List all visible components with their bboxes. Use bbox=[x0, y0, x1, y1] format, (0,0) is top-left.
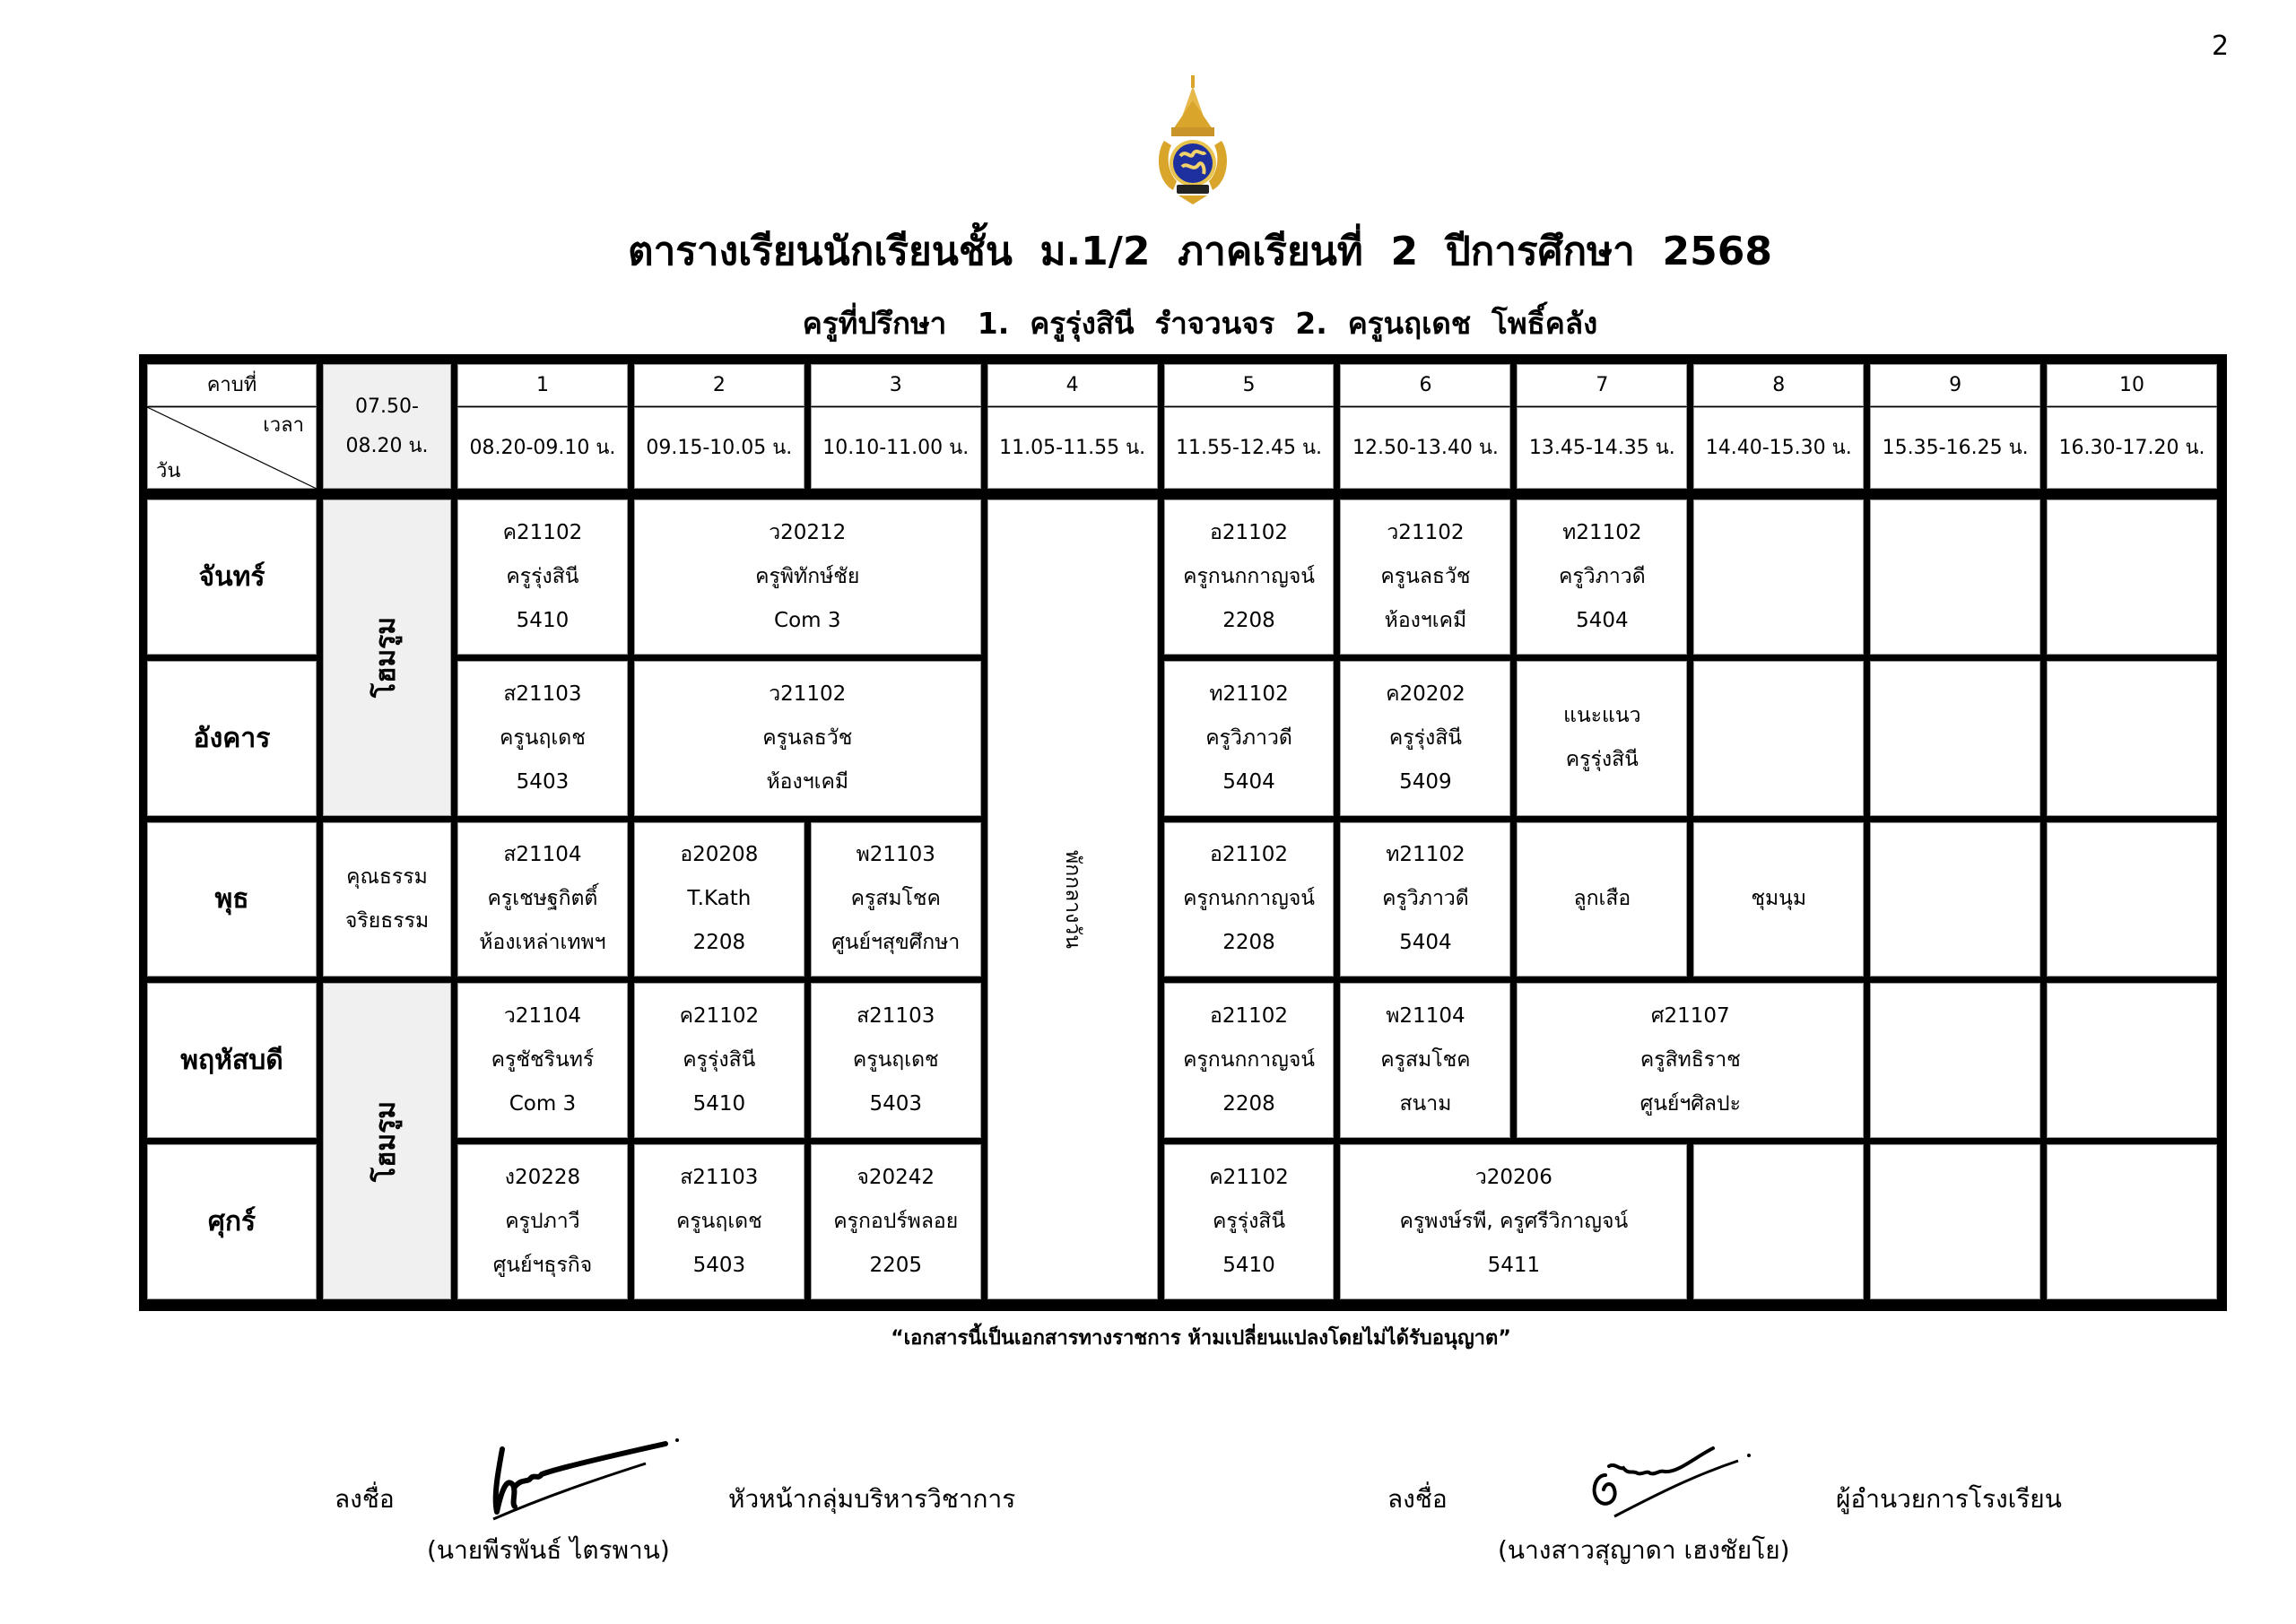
page-title: ตารางเรียนนักเรียนชั้น ม.1/2 ภาคเรียนที่ 2 ปีการศึกษา 2568 bbox=[628, 229, 1772, 274]
homeroom-time-start: 07.50- bbox=[355, 395, 419, 418]
class-room: 2208 bbox=[1222, 1092, 1275, 1116]
class-cell bbox=[1164, 822, 1335, 977]
class-room: 5403 bbox=[692, 1254, 746, 1278]
class-room: ศูนย์ฯสุขศึกษา bbox=[831, 931, 961, 955]
signer-1-position: หัวหน้ากลุ่มบริหารวิชาการ bbox=[728, 1484, 1016, 1514]
class-cell bbox=[1517, 822, 1687, 977]
period-time-4: 11.05-11.55 น. bbox=[987, 407, 1158, 489]
class-code: ท21102 bbox=[1562, 520, 1642, 544]
signer-2-position: ผู้อำนวยการโรงเรียน bbox=[1836, 1484, 2062, 1514]
class-teacher: ครูนลธวัช bbox=[762, 725, 853, 750]
period-time-8: 14.40-15.30 น. bbox=[1693, 407, 1864, 489]
empty-class-cell bbox=[1870, 983, 2040, 1138]
class-cell bbox=[1340, 499, 1510, 655]
class-teacher: ครูนฤเดช bbox=[675, 1210, 762, 1234]
class-code: ชุมนุม bbox=[1751, 887, 1807, 911]
homeroom-activity-cell bbox=[323, 822, 451, 977]
class-room: 5404 bbox=[1399, 931, 1452, 955]
class-teacher: ครูกนกกาญจน์ bbox=[1183, 564, 1316, 588]
class-teacher: ครูกนกกาญจน์ bbox=[1183, 887, 1316, 911]
class-room: ห้องฯเคมี bbox=[1384, 608, 1467, 632]
day-cell bbox=[147, 983, 317, 1138]
class-room: ห้องเหล่าเทพฯ bbox=[479, 931, 606, 955]
class-code: แนะแนว bbox=[1563, 704, 1641, 728]
period-time-9: 15.35-16.25 น. bbox=[1870, 407, 2040, 489]
class-code: ว21102 bbox=[769, 682, 847, 706]
class-code: อ21102 bbox=[1210, 520, 1289, 544]
class-code: ง20228 bbox=[504, 1166, 581, 1190]
class-code: ส21104 bbox=[503, 843, 582, 867]
homeroom-label: โฮมรูม bbox=[370, 1100, 403, 1182]
class-teacher: ครูรุ่งสินี bbox=[1565, 748, 1639, 772]
class-cell bbox=[1517, 661, 1687, 816]
class-cell bbox=[1517, 499, 1687, 655]
day-cell bbox=[147, 661, 317, 816]
period-time-10: 16.30-17.20 น. bbox=[2047, 407, 2217, 489]
class-room: 5410 bbox=[1222, 1254, 1275, 1278]
lunch-break-label: พักกลางวัน bbox=[1060, 850, 1084, 949]
class-room: ห้องฯเคมี bbox=[766, 769, 849, 794]
day-cell bbox=[147, 1144, 317, 1299]
class-teacher: ครูกนกกาญจน์ bbox=[1183, 1048, 1316, 1073]
class-code: พ21104 bbox=[1386, 1004, 1465, 1029]
class-cell bbox=[1164, 661, 1335, 816]
period-number-3: 3 bbox=[811, 364, 981, 406]
period-time-1: 08.20-09.10 น. bbox=[457, 407, 628, 489]
period-time-2: 09.15-10.05 น. bbox=[634, 407, 804, 489]
class-teacher: ครูนลธวัช bbox=[1380, 564, 1471, 588]
day-name: จันทร์ bbox=[198, 560, 265, 593]
class-code: ค21102 bbox=[1209, 1166, 1289, 1190]
class-code: ลูกเสือ bbox=[1573, 887, 1631, 911]
empty-class-cell bbox=[1870, 1144, 2040, 1299]
class-code: พ21103 bbox=[856, 843, 935, 867]
period-number-5: 5 bbox=[1164, 364, 1335, 406]
empty-class-cell bbox=[1693, 499, 1864, 655]
class-code: จ20242 bbox=[857, 1166, 935, 1190]
class-code: ท21102 bbox=[1209, 682, 1289, 706]
class-teacher: ครูพิทักษ์ชัย bbox=[755, 564, 860, 588]
homeroom-time-end: 08.20 น. bbox=[345, 434, 429, 457]
class-code: ว21102 bbox=[1387, 520, 1465, 544]
class-cell bbox=[457, 822, 628, 977]
class-room: Com 3 bbox=[509, 1092, 577, 1116]
day-cell bbox=[147, 499, 317, 655]
class-code: อ20208 bbox=[680, 843, 759, 867]
class-teacher: ครูสมโชค bbox=[850, 887, 941, 911]
class-teacher: ครูรุ่งสินี bbox=[506, 564, 579, 588]
period-number-6: 6 bbox=[1340, 364, 1510, 406]
class-cell bbox=[1517, 983, 1864, 1138]
class-cell bbox=[1164, 499, 1335, 655]
class-room: 5410 bbox=[516, 608, 570, 632]
class-code: ค21102 bbox=[502, 520, 583, 544]
class-room: Com 3 bbox=[774, 608, 841, 632]
class-room: สนาม bbox=[1399, 1092, 1452, 1116]
day-cell bbox=[147, 822, 317, 977]
period-number-10: 10 bbox=[2047, 364, 2217, 406]
class-code: ว20206 bbox=[1474, 1166, 1552, 1190]
class-cell bbox=[634, 661, 981, 816]
class-cell bbox=[457, 1144, 628, 1299]
empty-class-cell bbox=[2047, 822, 2217, 977]
class-teacher: ครูเชษฐกิตติ์ bbox=[487, 887, 598, 911]
class-teacher: ครูปภาวี bbox=[505, 1210, 580, 1234]
empty-class-cell bbox=[1870, 661, 2040, 816]
homeroom-cell bbox=[323, 983, 451, 1299]
period-number-2: 2 bbox=[634, 364, 804, 406]
class-teacher: ครูพงษ์รพี, ครูศรีวิกาญจน์ bbox=[1399, 1210, 1629, 1234]
class-code: ค20202 bbox=[1386, 682, 1465, 706]
signature-2 bbox=[1578, 1439, 1758, 1520]
class-cell bbox=[1340, 983, 1510, 1138]
official-document-notice: “เอกสารนี้เป็นเอกสารทางราชการ ห้ามเปลี่ยนแปลงโดยไม่ได้รับอนุญาต” bbox=[891, 1327, 1511, 1350]
class-room: 5409 bbox=[1399, 769, 1452, 794]
timetable-header bbox=[147, 364, 2217, 489]
class-cell bbox=[634, 822, 804, 977]
class-cell bbox=[1340, 661, 1510, 816]
empty-class-cell bbox=[2047, 499, 2217, 655]
class-teacher: ครูชัชรินทร์ bbox=[491, 1048, 595, 1073]
class-cell bbox=[1164, 983, 1335, 1138]
class-teacher: ครูวิภาวดี bbox=[1205, 725, 1292, 750]
period-time-3: 10.10-11.00 น. bbox=[811, 407, 981, 489]
homeroom-time-cell bbox=[323, 364, 451, 489]
day-name: อังคาร bbox=[193, 722, 271, 754]
homeroom-label: โฮมรูม bbox=[370, 617, 403, 699]
class-code: ส21103 bbox=[680, 1166, 759, 1190]
class-teacher: ครูสิทธิราช bbox=[1639, 1048, 1741, 1073]
class-room: 5403 bbox=[516, 769, 570, 794]
class-code: อ21102 bbox=[1210, 843, 1289, 867]
lunch-break-cell bbox=[987, 499, 1158, 1299]
signature-1 bbox=[475, 1433, 691, 1523]
empty-class-cell bbox=[1693, 661, 1864, 816]
class-cell bbox=[457, 983, 628, 1138]
period-time-5: 11.55-12.45 น. bbox=[1164, 407, 1335, 489]
class-cell bbox=[457, 661, 628, 816]
day-name: พฤหัสบดี bbox=[180, 1045, 283, 1077]
class-teacher: ครูนฤเดช bbox=[500, 725, 586, 750]
period-time-7: 13.45-14.35 น. bbox=[1517, 407, 1687, 489]
class-room: 2205 bbox=[869, 1254, 923, 1278]
class-cell bbox=[1693, 822, 1864, 977]
empty-class-cell bbox=[1870, 822, 2040, 977]
period-number-9: 9 bbox=[1870, 364, 2040, 406]
day-name: ศุกร์ bbox=[207, 1206, 257, 1238]
class-room: 5411 bbox=[1487, 1254, 1541, 1278]
class-cell bbox=[634, 983, 804, 1138]
class-cell bbox=[1164, 1144, 1335, 1299]
class-teacher: ครูสมโชค bbox=[1380, 1048, 1471, 1073]
sign-label-1: ลงชื่อ bbox=[335, 1484, 395, 1514]
class-room: 5410 bbox=[692, 1092, 746, 1116]
sign-label-2: ลงชื่อ bbox=[1387, 1484, 1448, 1514]
homeroom-cell bbox=[323, 499, 451, 816]
timetable-body bbox=[147, 499, 2217, 1299]
class-code: ว21104 bbox=[503, 1004, 581, 1029]
class-teacher: ครูกอปร์พลอย bbox=[833, 1210, 959, 1234]
class-teacher: ครูวิภาวดี bbox=[1382, 887, 1469, 911]
class-room: 5404 bbox=[1222, 769, 1275, 794]
signer-1-name: (นายพีรพันธ์ ไตรพาน) bbox=[427, 1535, 670, 1565]
class-code: ท21102 bbox=[1386, 843, 1465, 867]
class-code: ส21103 bbox=[503, 682, 582, 706]
class-teacher: ครูวิภาวดี bbox=[1559, 564, 1646, 588]
time-label: เวลา bbox=[263, 414, 304, 437]
empty-class-cell bbox=[2047, 661, 2217, 816]
period-number-8: 8 bbox=[1693, 364, 1864, 406]
empty-class-cell bbox=[1870, 499, 2040, 655]
empty-class-cell bbox=[1693, 1144, 1864, 1299]
class-code: อ21102 bbox=[1210, 1004, 1289, 1029]
class-code: ว20212 bbox=[769, 520, 847, 544]
advisor-subtitle: ครูที่ปรึกษา 1. ครูรุ่งสินี รำจวนจร 2. ครูนฤเดช โพธิ์คลัง bbox=[802, 306, 1598, 341]
day-label: วัน bbox=[156, 460, 181, 482]
period-number-7: 7 bbox=[1517, 364, 1687, 406]
signer-2-name: (นางสาวสุญาดา เฮงชัยโย) bbox=[1498, 1535, 1790, 1565]
class-code: ส21103 bbox=[857, 1004, 935, 1029]
class-room: 2208 bbox=[1222, 931, 1275, 955]
empty-class-cell bbox=[2047, 1144, 2217, 1299]
class-cell bbox=[457, 499, 628, 655]
class-room: 5403 bbox=[869, 1092, 923, 1116]
homeroom-activity-line: จริยธรรม bbox=[344, 908, 430, 933]
class-cell bbox=[1340, 1144, 1687, 1299]
period-time-6: 12.50-13.40 น. bbox=[1340, 407, 1510, 489]
class-room: ศูนย์ฯธุรกิจ bbox=[492, 1254, 593, 1278]
period-number-4: 4 bbox=[987, 364, 1158, 406]
class-room: 2208 bbox=[1222, 608, 1275, 632]
class-code: ค21102 bbox=[679, 1004, 760, 1029]
class-teacher: ครูนฤเดช bbox=[852, 1048, 939, 1073]
period-number-1: 1 bbox=[457, 364, 628, 406]
class-code: ศ21107 bbox=[1650, 1004, 1730, 1029]
class-cell bbox=[811, 983, 981, 1138]
class-cell bbox=[634, 499, 981, 655]
class-room: 2208 bbox=[692, 931, 746, 955]
class-teacher: ครูรุ่งสินี bbox=[1212, 1210, 1286, 1234]
class-room: 5404 bbox=[1576, 608, 1629, 632]
class-teacher: ครูรุ่งสินี bbox=[1388, 725, 1462, 750]
class-cell bbox=[634, 1144, 804, 1299]
class-teacher: T.Kath bbox=[687, 887, 752, 911]
day-name: พุธ bbox=[214, 883, 249, 916]
class-teacher: ครูรุ่งสินี bbox=[683, 1048, 756, 1073]
class-cell bbox=[811, 1144, 981, 1299]
page-number: 2 bbox=[2212, 30, 2230, 62]
empty-class-cell bbox=[2047, 983, 2217, 1138]
period-label: คาบที่ bbox=[206, 373, 257, 396]
period-label-cell bbox=[147, 364, 317, 406]
royal-emblem-icon bbox=[1148, 74, 1238, 204]
day-time-corner-cell bbox=[147, 407, 317, 489]
class-room: ศูนย์ฯศิลปะ bbox=[1639, 1092, 1741, 1116]
class-cell bbox=[1340, 822, 1510, 977]
homeroom-activity-line: คุณธรรม bbox=[346, 864, 428, 889]
class-cell bbox=[811, 822, 981, 977]
